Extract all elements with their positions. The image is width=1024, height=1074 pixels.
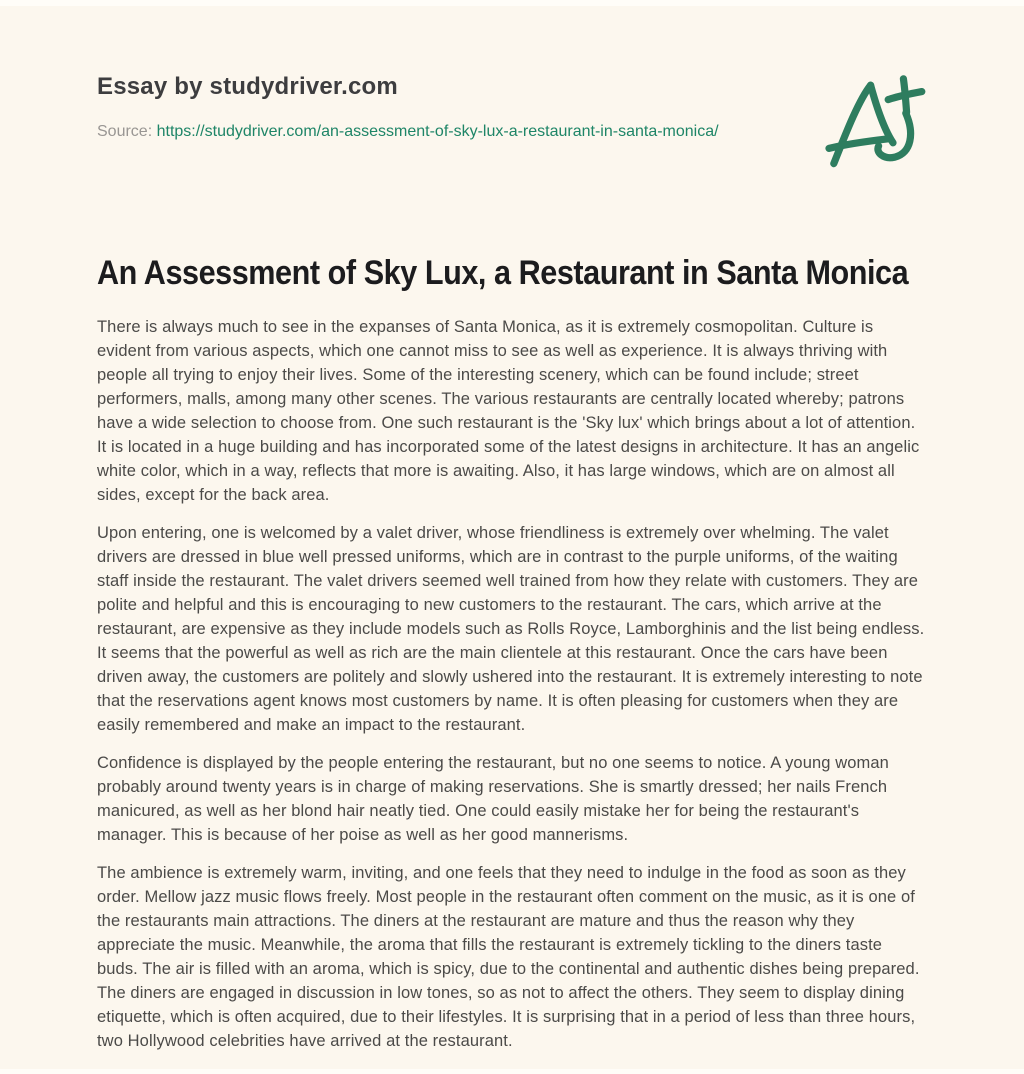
essay-paragraph-2: Upon entering, one is welcomed by a valet driver, whose friendliness is extremely over whelming. The valet drivers are dressed in blue well pressed uniforms, which are in contrast to the purple uniforms, of the waiting staff inside the restaurant. The valet drivers seemed well trained from how they relate with customers. They are polite and helpful and this is encouraging to new customers to the restaurant. The cars, which arrive at the restaurant, are expensive as they include models such as Rolls Royce, Lamborghinis and the list being endless. It seems that the powerful as well as rich are the main clientele at this restaurant. Once the cars have been driven away, the customers are politely and slowly ushered into the restaurant. It is extremely interesting to note that the reservations agent knows most customers by name. It is often pleasing for customers when they are easily remembered and make an impact to the restaurant. (97, 524, 925, 734)
essay-byline: Essay by studydriver.com (97, 73, 398, 100)
page-title: An Assessment of Sky Lux, a Restaurant in Santa Monica (97, 254, 909, 292)
essay-paragraph-4: The ambience is extremely warm, inviting, and one feels that they need to indulge in the food as soon as they order. Mellow jazz music flows freely. Most people in the restaurant often comment on the music, as it is one of the restaurants main attractions. The diners at the restaurant are mature and thus the reason why they appreciate the music. Meanwhile, the aroma that fills the restaurant is extremely tickling to the diners taste buds. The air is filled with an aroma, which is spicy, due to the continental and authentic dishes being prepared. The diners are engaged in discussion in low tones, so as not to affect the others. They seem to display dining etiquette, which is often acquired, due to their lifestyles. It is surprising that in a period of less than three hours, two Hollywood celebrities have arrived at the restaurant. (97, 864, 920, 1050)
essay-paragraph-3: Confidence is displayed by the people entering the restaurant, but no one seems to notice. A young woman probably around twenty years is in charge of making reservations. She is smartly dressed; her nails French manicured, as well as her blond hair neatly tied. One could easily mistake her for being the restaurant's manager. This is because of her poise as well as her good mannerisms. (97, 754, 889, 844)
essay-body (97, 315, 927, 1053)
source-label: Source: (97, 123, 153, 140)
source-line (97, 121, 927, 143)
source-url-link[interactable]: https://studydriver.com/an-assessment-of-sky-lux-a-restaurant-in-santa-monica/ (156, 123, 719, 140)
essay-paragraph-1: There is always much to see in the expanses of Santa Monica, as it is extremely cosmopolitan. Culture is evident from various aspects, which one cannot miss to see as well as experience. It is always thriving with people all trying to enjoy their lives. Some of the interesting scenery, which can be found include; street performers, malls, among many other scenes. The various restaurants are centrally located whereby; patrons have a wide selection to choose from. One such restaurant is the 'Sky lux' which brings about a lot of attention. It is located in a huge building and has incorporated some of the latest designs in architecture. It has an angelic white color, which in a way, reflects that more is awaiting. Also, it has large windows, which are on almost all sides, except for the back area. (97, 318, 920, 504)
page-content (97, 6, 927, 1053)
studydriver-a-plus-logo-icon (818, 74, 936, 170)
